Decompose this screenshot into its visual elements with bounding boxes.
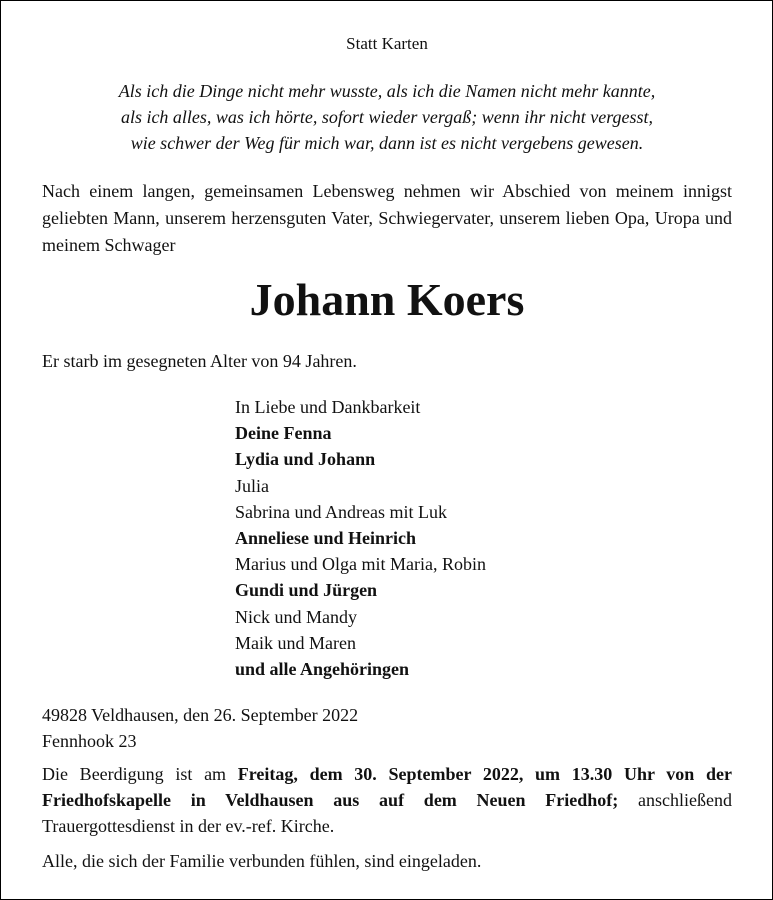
poem xyxy=(42,78,732,156)
mourner-line: Nick und Mandy xyxy=(235,606,357,627)
closing-text: Alle, die sich der Familie verbunden fühlen, sind eingeladen. xyxy=(42,851,482,871)
mourner-line: Gundi und Jürgen xyxy=(235,580,378,601)
header-statt-karten: Statt Karten xyxy=(346,34,428,53)
funeral-details: Freitag, dem 30. September 2022, um 13.30 Uhr von der Friedhofskapelle in Veldhausen aus auf dem Neuen Friedhof; xyxy=(42,764,733,810)
place-and-address xyxy=(42,702,732,754)
funeral-pre: Die Beerdigung ist am xyxy=(42,764,238,784)
mourner-line: Lydia und Johann xyxy=(235,449,376,470)
place-date: 49828 Veldhausen, den 26. September 2022 xyxy=(42,705,359,725)
mourners-list xyxy=(235,394,635,682)
mourner-line: Deine Fenna xyxy=(235,423,332,444)
intro-text: Nach einem langen, gemeinsamen Lebensweg nehmen wir Abschied von meinem innigst geliebten Mann, unserem herzensguten Vater, Schwiegervater, unserem lieben Opa, Uropa und meinem Schwager xyxy=(42,181,732,255)
mourner-line: In Liebe und Dankbarkeit xyxy=(235,397,421,417)
deceased-name: Johann Koers xyxy=(249,274,525,325)
address: Fennhook 23 xyxy=(42,731,137,751)
age-line: Er starb im gesegneten Alter von 94 Jahren. xyxy=(42,351,357,371)
mourner-line: Sabrina und Andreas mit Luk xyxy=(235,501,447,522)
funeral-info xyxy=(42,761,732,839)
mourner-line: Anneliese und Heinrich xyxy=(235,528,417,549)
mourner-line: Julia xyxy=(235,475,269,496)
poem-line: wie schwer der Weg für mich war, dann ist es nicht vergebens gewesen. xyxy=(130,133,644,153)
poem-line: als ich alles, was ich hörte, sofort wieder vergaß; wenn ihr nicht vergesst, xyxy=(120,107,654,127)
mourner-line: Marius und Olga mit Maria, Robin xyxy=(235,554,486,575)
mourner-line: Maik und Maren xyxy=(235,632,356,653)
funeral-post: anschließend Trauergottesdienst in der ev.-ref. Kirche. xyxy=(42,790,732,836)
mourner-line: und alle Angehöringen xyxy=(235,659,410,680)
poem-line: Als ich die Dinge nicht mehr wusste, als ich die Namen nicht mehr kannte, xyxy=(118,81,656,101)
